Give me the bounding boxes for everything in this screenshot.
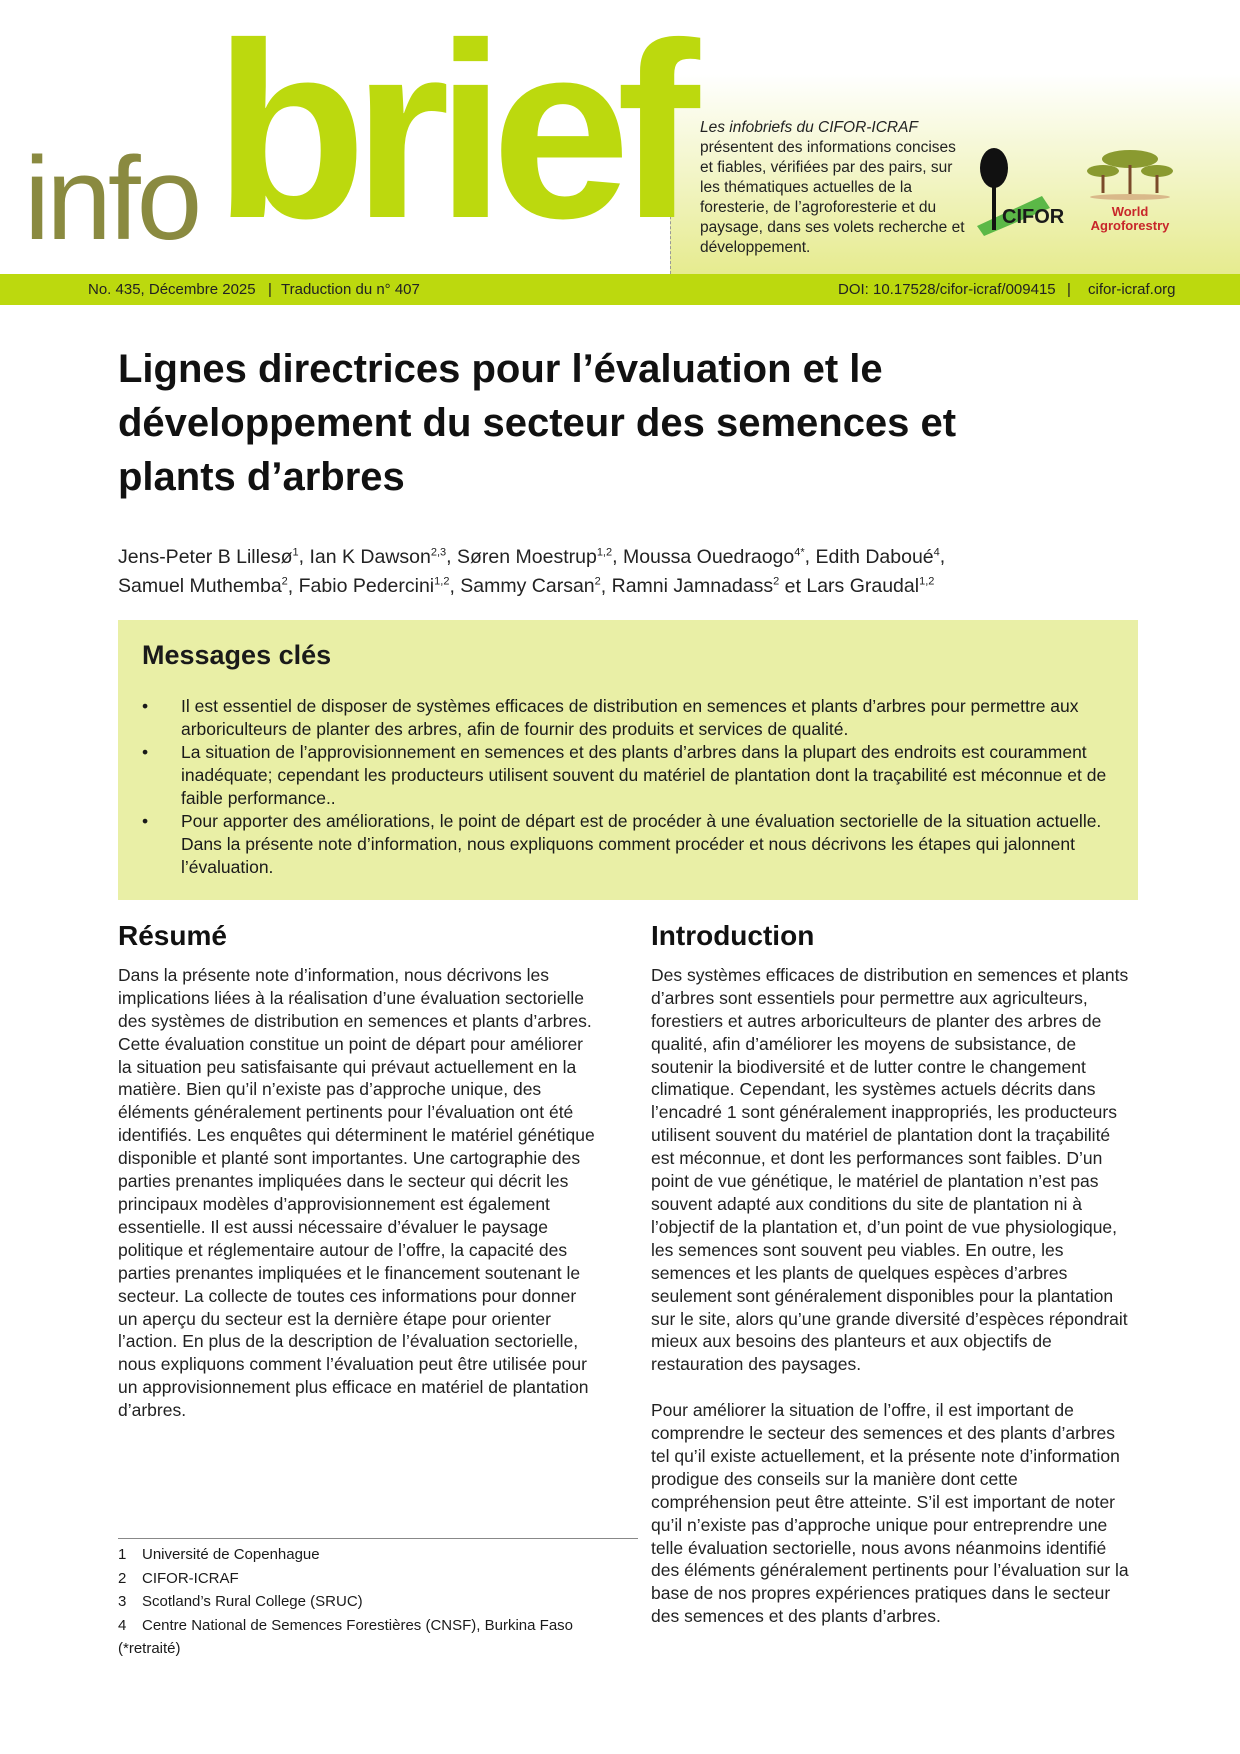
brief-wordmark: brief (214, 0, 686, 270)
footnote: 3 Scotland’s Rural College (SRUC) (118, 1593, 363, 1610)
introduction-paragraph: Pour améliorer la situation de l’offre, il est important de comprendre le secteur des semences et des plants d’arbres tel qu’il existe actuellement, et la présente note d’information prodigue des conseils sur la manière dont cette compréhension peut être atteinte. S’il est important de noter qu’il n’existe pas d’approche unique pour entreprendre une telle évaluation sectorielle, nous avons néanmoins identifié des éléments généralement pertinents pour l’évaluation sur la base de nos propres expériences pratiques dans le secteur des semences et des plants d’arbres. (651, 1400, 1129, 1627)
author-list (118, 540, 1098, 599)
author-name: Ian K Dawson (309, 545, 431, 568)
author-name: Lars Graudal (806, 575, 920, 597)
page-title: Lignes directrices pour l’évaluation et le développement du secteur des semences et plants d’arbres (118, 347, 957, 499)
bar-divider: | (1067, 281, 1071, 298)
tagline-italic: Les infobriefs du CIFOR-ICRAF (700, 119, 918, 136)
author (309, 546, 446, 568)
author-name: Moussa Ouedraogo (622, 545, 795, 568)
introduction-section (651, 920, 1138, 1651)
key-message: • Il est essentiel de disposer de systèmes efficaces de distribution en semences et plants d’arbres pour permettre aux arboriculteurs de planter des arbres, afin de fournir des produits et services de qualité. (142, 695, 1114, 741)
translation-note: Traduction du n° 407 (281, 281, 420, 298)
wa-label-1: World (1111, 204, 1149, 219)
footnote: 4 Centre National de Semences Forestières (CNSF), Burkina Faso (*retraité) (118, 1616, 574, 1657)
key-messages-box (118, 620, 1138, 900)
author-affiliation: 2 (773, 575, 780, 588)
author-name: Fabio Pedercini (298, 575, 435, 597)
tagline-text: présentent des informations concises et fiables, vérifiées par des pairs, sur les thématiques actuelles de la foresterie, de l’agroforesterie et du paysage, dans ses volets recherche et développement. (700, 139, 965, 256)
author (806, 575, 934, 597)
author-separator: , (804, 545, 816, 568)
key-message: • Pour apporter des améliorations, le point de départ est de procéder à une évaluation sectorielle de la situation actuelle. Dans la présente note d’information, nous expliquons comment procéder et nous décrivons les étapes qui jalonnent l’évaluation. (142, 810, 1114, 879)
site-link[interactable]: cifor-icraf.org (1088, 281, 1176, 298)
resume-heading: Résumé (118, 920, 227, 951)
author-affiliation: 1,2 (919, 575, 935, 588)
author-affiliation: 1 (292, 546, 299, 558)
author-name: Ramni Jamnadass (611, 575, 774, 597)
info-wordmark: info (24, 133, 199, 265)
author-affiliation: 4 (933, 546, 940, 558)
author-affiliation: 4* (794, 546, 805, 558)
author (623, 546, 805, 568)
wa-label-2: Agroforestry (1090, 218, 1170, 233)
key-messages-heading: Messages clés (142, 640, 332, 670)
cifor-label: CIFOR (1002, 206, 1065, 228)
author (815, 546, 939, 568)
footnotes (118, 1538, 638, 1661)
issue-number: No. 435, Décembre 2025 (88, 281, 256, 298)
resume-text: Dans la présente note d’information, nous décrivons les implications liées à la réalisation d’une évaluation sectorielle des systèmes de distribution en semences et plants d’arbres. Cette évaluation constitue un point de départ pour améliorer la situation peu satisfaisante qui prévaut actuellement en la matière. Bien qu’il n’existe pas d’approche unique, des éléments généralement pertinents pour l’évaluation ont été identifiés. Les enquêtes qui déterminent le matériel génétique disponible et planté sont importantes. Une cartographie des parties prenantes impliquées dans le secteur qui décrit les principaux modèles d’approvisionnement est également essentielle. Il est aussi nécessaire d’évaluer le paysage politique et réglementaire autour de l’offre, la capacité des parties prenantes impliquées et le financement soutenant le secteur. La collecte de toutes ces informations pour donner un aperçu du secteur est la dernière étape pour orienter l’action. En plus de la description de l’évaluation sectorielle, nous expliquons comment l’évaluation peut être utilisée pour un approvisionnement plus efficace en matériel de plantation d’arbres. (118, 964, 595, 1421)
author (118, 546, 299, 568)
author-separator: , (939, 545, 951, 568)
author-affiliation: 2 (594, 575, 601, 588)
author-affiliation: 2,3 (430, 546, 447, 558)
footnote: 2 CIFOR-ICRAF (118, 1569, 239, 1587)
author (457, 546, 612, 568)
bar-divider: | (268, 281, 272, 298)
author-name: Sammy Carsan (460, 575, 595, 597)
author-affiliation: 1,2 (434, 575, 450, 588)
author-separator: , (446, 545, 457, 568)
author (612, 575, 780, 597)
author-separator: , (600, 575, 612, 597)
author-name: Samuel Muthemba (118, 575, 282, 597)
author-separator: , (449, 575, 461, 597)
doi: DOI: 10.17528/cifor-icraf/009415 (838, 281, 1056, 298)
key-message: • La situation de l’approvisionnement en semences et des plants d’arbres dans la plupart des endroits est couramment inadéquate; cependant les producteurs utilisent souvent du matériel de plantation dont la traçabilité est méconnue et de faible performance.. (142, 741, 1114, 810)
author-separator: , (287, 575, 299, 597)
introduction-heading: Introduction (651, 920, 815, 951)
author (460, 575, 601, 597)
world-agroforestry-logo (1085, 145, 1175, 235)
author-affiliation: 1,2 (596, 546, 613, 558)
author-separator: , (612, 545, 623, 568)
author-name: Søren Moestrup (457, 545, 597, 568)
author-name: Edith Daboué (815, 545, 934, 568)
issue-bar (0, 274, 1240, 305)
masthead-tagline (700, 118, 966, 258)
introduction-paragraph: Des systèmes efficaces de distribution en semences et plants d’arbres sont essentiels pour permettre aux agriculteurs, forestiers et autres arboriculteurs de planter des arbres de qualité, afin d’améliorer les moyens de subsistance, de soutenir la biodiversité et de lutter contre le changement climatique. Cependant, les systèmes actuels décrits dans l’encadré 1 sont généralement inappropriés, les producteurs utilisent souvent du matériel de plantation dont la traçabilité est méconnue, et dont les performances sont faibles. D’un point de vue génétique, le matériel de plantation n’est pas souvent adapté aux conditions du site de plantation ni à l’objectif de la plantation et, d’un point de vue physiologique, les semences sont souvent peu viables. En outre, les semences et les plants de quelques espèces d’arbres seulement sont généralement disponibles pour la plantation sur le site, alors qu’une grande diversité d’espèces répondrait mieux aux besoins des planteurs et aux objectifs de restauration des paysages. (651, 964, 1129, 1375)
footnote: 1 Université de Copenhague (118, 1546, 320, 1563)
author-separator: , (298, 545, 310, 568)
cifor-logo (972, 148, 1067, 238)
author-separator: et (779, 575, 807, 597)
author (299, 575, 450, 597)
author-name: Jens-Peter B Lillesø (118, 545, 293, 568)
author-affiliation: 2 (281, 575, 288, 588)
acacia-trees-icon (1085, 145, 1175, 200)
resume-section (118, 920, 598, 1445)
author (118, 575, 288, 597)
